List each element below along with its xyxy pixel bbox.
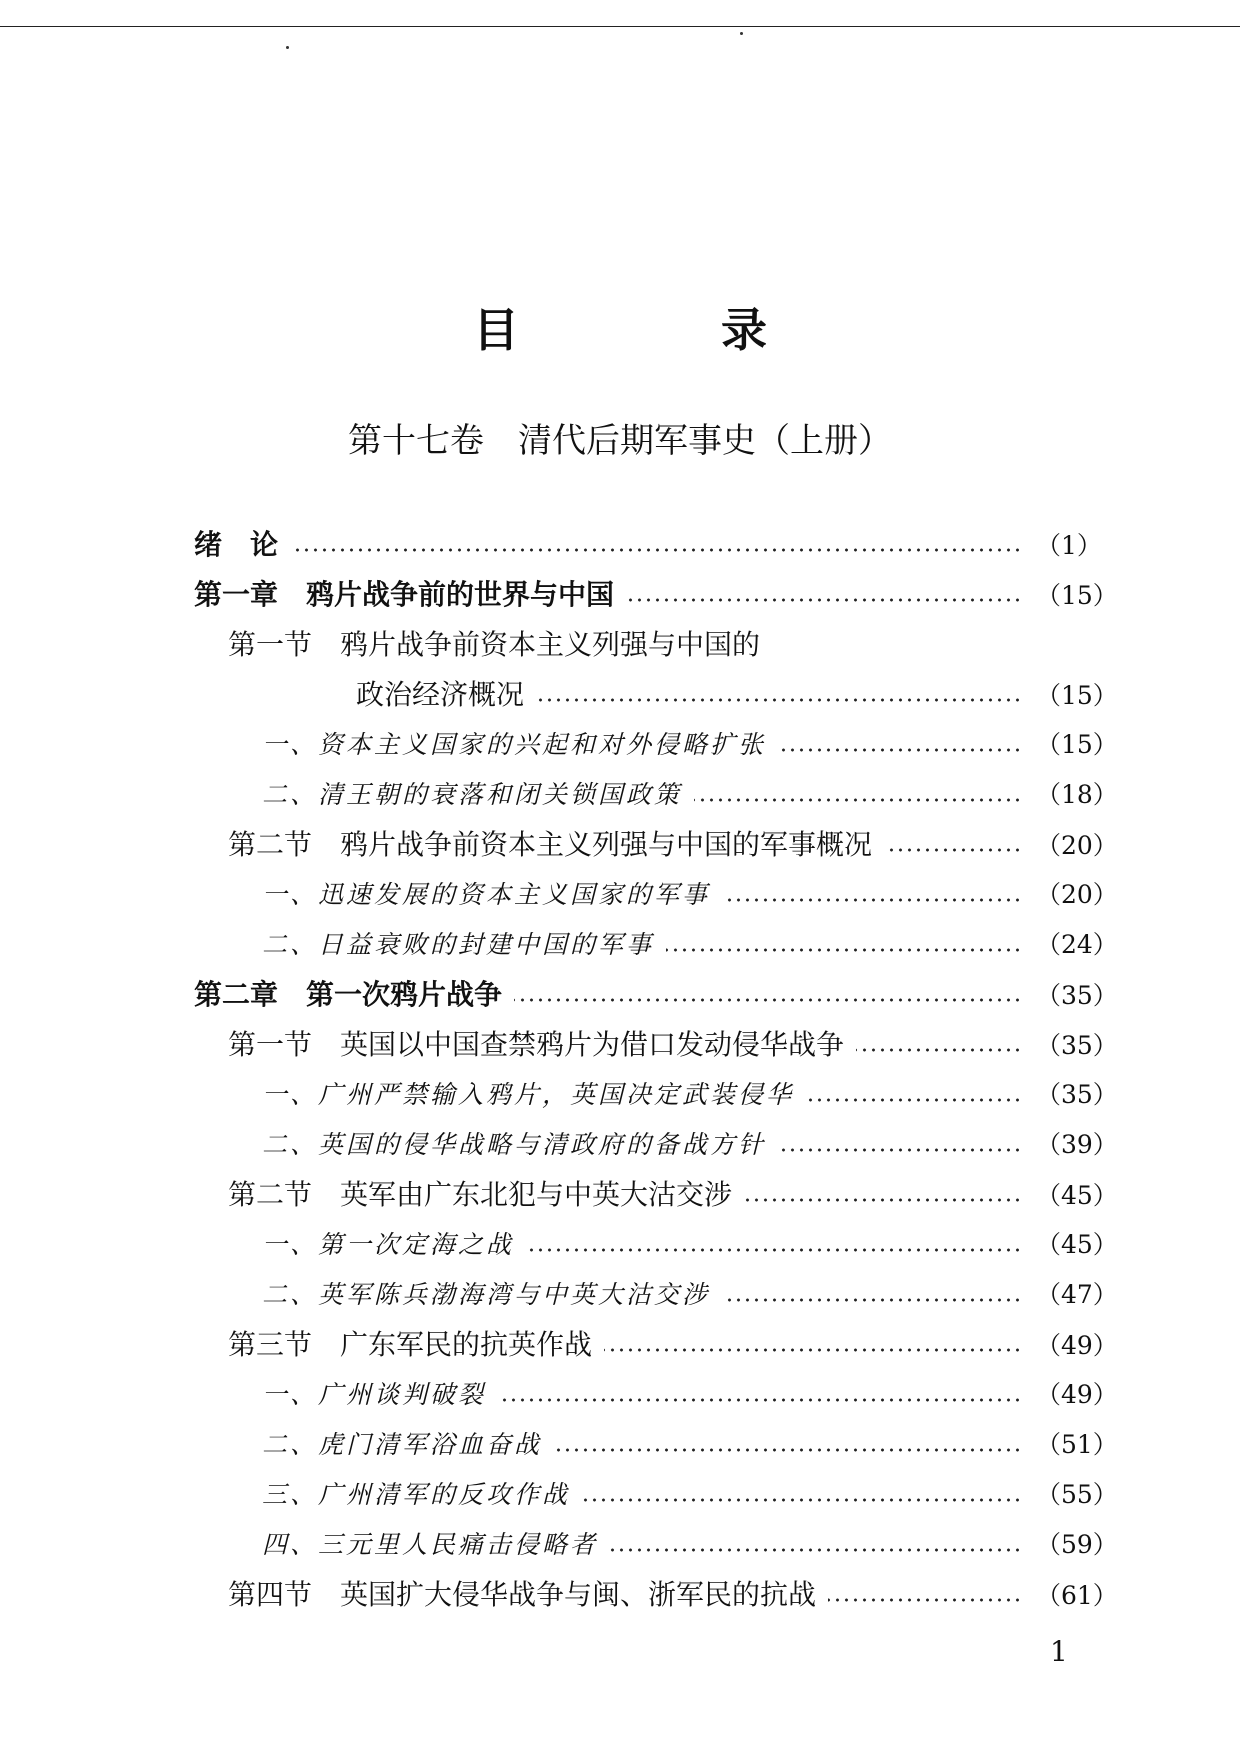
toc-entry-page: （15） [1036,581,1118,610]
toc-entry-chapter-2 [194,973,1118,1017]
toc-entry-subsection [262,1473,1118,1517]
toc-entry-page: （59） [1036,1530,1118,1559]
toc-entry-page: （35） [1036,1080,1118,1109]
toc-entry-title: 第二节 英军由广东北犯与中英大沽交涉 [228,1178,733,1211]
toc-entry-page: （20） [1036,880,1118,909]
dot-leader [778,1148,1022,1152]
toc-entry-chapter-1 [194,573,1118,617]
toc-entry-title: 一、广州严禁输入鸦片，英国决定武装侵华 [262,1080,795,1109]
dot-leader [514,998,1022,1002]
toc-entry-page: （61） [1036,1581,1118,1610]
volume-title: 第十七卷 清代后期军事史（上册） [348,421,892,461]
toc-entry-title: 第三节 广东军民的抗英作战 [228,1328,593,1361]
toc-entry-introduction [194,523,1100,567]
toc-entry-section [228,1023,1118,1067]
toc-entry-title: 四、三元里人民痛击侵略者 [262,1530,599,1559]
toc-entry-section [228,1173,1118,1217]
dot-leader [806,1098,1022,1102]
toc-entry-page: （49） [1036,1380,1118,1409]
toc-entry-subsection [262,723,1118,767]
toc-entry-page: （39） [1036,1130,1118,1159]
toc-entry-title: 二、日益衰败的封建中国的军事 [262,930,655,959]
dot-leader [604,1348,1022,1352]
page-title: 目 录 [473,303,845,357]
toc-entry-page: （51） [1036,1430,1118,1459]
toc-entry-subsection [262,1273,1118,1317]
dot-leader [828,1598,1022,1602]
toc-entry-subsection [262,1423,1118,1467]
toc-entry-page: （20） [1036,831,1118,860]
toc-entry-page: （49） [1036,1331,1118,1360]
toc-entry-subsection [262,873,1118,917]
toc-entry-subsection [262,1373,1118,1417]
toc-entry-title: 第一节 鸦片战争前资本主义列强与中国的 [228,628,761,661]
toc-entry-title: 二、英国的侵华战略与清政府的备战方针 [262,1130,767,1159]
toc-entry-title: 一、第一次定海之战 [262,1230,515,1259]
toc-entry-title: 第一节 英国以中国查禁鸦片为借口发动侵华战争 [228,1028,845,1061]
dot-leader [884,848,1022,852]
toc-entry-title: 三、广州清军的反攻作战 [262,1480,571,1509]
toc-entry-subsection [262,1223,1118,1267]
toc-entry-title: 第一章 鸦片战争前的世界与中国 [194,578,615,611]
toc-entry-title: 一、迅速发展的资本主义国家的军事 [262,880,711,909]
toc-entry-page: （55） [1036,1480,1118,1509]
toc-entry-subsection [262,1123,1118,1167]
toc-entry-title: 一、广州谈判破裂 [262,1380,487,1409]
toc-entry-title: 二、英军陈兵渤海湾与中英大沽交涉 [262,1280,711,1309]
toc-entry-title: 第二节 鸦片战争前资本主义列强与中国的军事概况 [228,828,873,861]
toc-entry-title: 二、虎门清军浴血奋战 [262,1430,543,1459]
dot-leader [290,548,1022,552]
toc-entry-page: （45） [1036,1181,1118,1210]
dot-leader [666,948,1022,952]
dot-leader [856,1048,1022,1052]
dot-leader [722,1298,1022,1302]
toc-entry-title: 二、清王朝的衰落和闭关锁国政策 [262,780,683,809]
toc-entry-page: （15） [1036,681,1118,710]
toc-entry-page: （1） [1036,531,1102,560]
toc-entry-subsection [262,773,1118,817]
dot-leader [582,1498,1022,1502]
dot-leader [498,1398,1022,1402]
toc-entry-title: 第四节 英国扩大侵华战争与闽、浙军民的抗战 [228,1578,817,1611]
toc-entry-page: （15） [1036,730,1118,759]
dot-leader [526,1248,1022,1252]
page-number: 1 [1050,1635,1068,1668]
toc-entry-section [228,623,1100,667]
toc-entry-subsection [262,923,1118,967]
toc-entry-title: 一、资本主义国家的兴起和对外侵略扩张 [262,730,767,759]
toc-entry-title: 政治经济概况 [356,678,525,711]
dot-leader [778,748,1022,752]
toc-entry-page: （47） [1036,1280,1118,1309]
dot-leader [744,1198,1022,1202]
toc-entry-title: 第二章 第一次鸦片战争 [194,978,503,1011]
toc-entry-section [228,1323,1118,1367]
toc-entry-subsection [262,1073,1118,1117]
dot-leader [554,1448,1022,1452]
toc-entry-section-continued [356,673,1118,717]
toc-entry-page: （45） [1036,1230,1118,1259]
toc-entry-section [228,823,1118,867]
toc-entry-page: （35） [1036,981,1118,1010]
dot-leader [610,1548,1022,1552]
dot-leader [536,698,1022,702]
toc-entry-section [228,1573,1118,1617]
toc-entry-title: 绪 论 [194,528,279,561]
toc-entry-page: （18） [1036,780,1118,809]
dot-leader [694,798,1022,802]
dot-leader [626,598,1022,602]
toc-entry-subsection [262,1523,1118,1567]
toc-entry-page: （35） [1036,1031,1118,1060]
dot-leader [722,898,1022,902]
toc-entry-page: （24） [1036,930,1118,959]
